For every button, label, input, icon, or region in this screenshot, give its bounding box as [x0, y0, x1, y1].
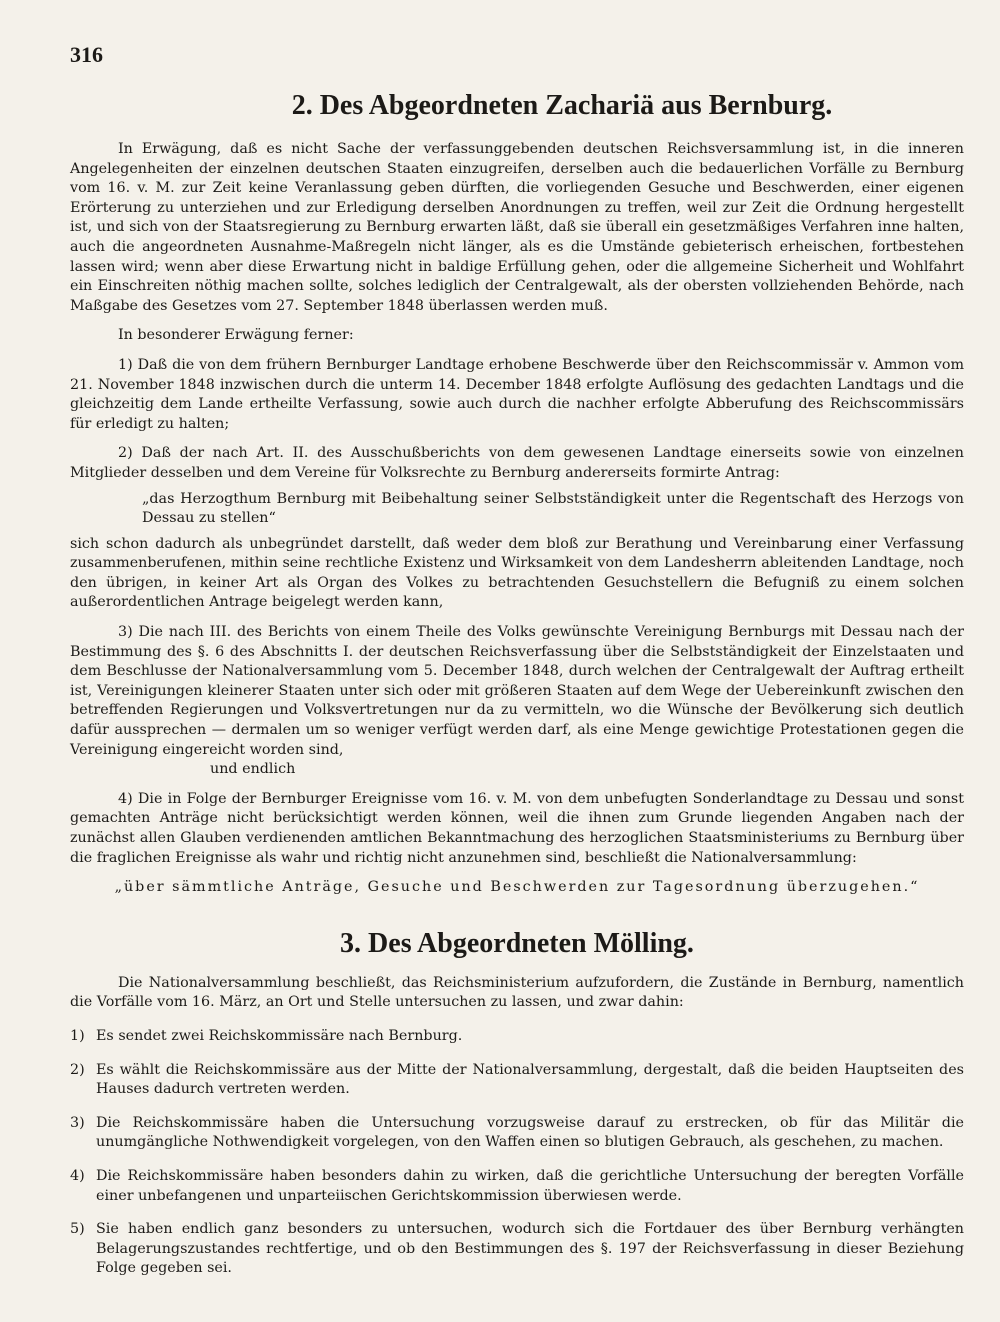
- list-item-text: Die Reichskommissäre haben die Untersuchung vorzugsweise darauf zu erstrecken, ob für das Militär die unumgängliche Nothwendigkeit vorgelegen, von den Waffen einen so blutigen Gebrauch, als geschehen, zu machen.: [96, 1114, 964, 1151]
- list-item-number: 4): [70, 1167, 85, 1184]
- list-item-number: 5): [70, 1221, 85, 1238]
- list-item-text: Es wählt die Reichskommissäre aus der Mitte der Nationalversammlung, dergestalt, daß die beiden Hauptseiten des Hauses dadurch vertreten werden.: [96, 1061, 964, 1098]
- list-item-number: 1): [70, 1027, 85, 1044]
- list-item: [70, 1027, 964, 1047]
- section-2-further: In besonderer Erwägung ferner:: [118, 327, 354, 344]
- list-item-number: 2): [70, 1061, 85, 1078]
- list-item: [70, 1114, 964, 1153]
- section-2-point-2: 2) Daß der nach Art. II. des Ausschußberichts von dem gewesenen Landtage einerseits sowie von einzelnen Mitglieder desselben und dem Vereine für Volksrechte zu Bernburg andererseits formirte Antrag:: [70, 445, 964, 481]
- section-2-body: [70, 140, 964, 898]
- list-item-text: Es sendet zwei Reichskommissäre nach Bernburg.: [96, 1027, 463, 1044]
- section-2-point-4: 4) Die in Folge der Bernburger Ereignisse vom 16. v. M. von dem unbefugten Sonderlandtage zu Dessau und sonst gemachten Anträge nicht berücksichtigt werden können, weil die ihnen zum Grunde liegenden Angaben nach der zunächst allen Glauben verdienenden amtlichen Bekanntmachung des herzoglichen Staatsministeriums zu Bernburg über die fraglichen Ereignisse als wahr und richtig nicht anzunehmen sind, beschließt die Nationalversammlung:: [70, 790, 964, 866]
- section-3-intro: Die Nationalversammlung beschließt, das Reichsministerium aufzufordern, die Zustände in Bernburg, namentlich die Vorfälle vom 16. März, an Ort und Stelle untersuchen zu lassen, und zwar dahin:: [70, 974, 964, 1011]
- list-item-number: 3): [70, 1114, 85, 1131]
- list-item-text: Sie haben endlich ganz besonders zu untersuchen, wodurch sich die Fortdauer des über Bernburg verhängten Belagerungszustandes rechtfertige, und ob den Bestimmungen des §. 197 der Reichsverfassung in dieser Beziehung Folge gegeben sei.: [96, 1221, 964, 1277]
- list-item: [70, 1061, 964, 1100]
- section-3-list: [70, 1027, 964, 1279]
- list-item-text: Die Reichskommissäre haben besonders dahin zu wirken, daß die gerichtliche Untersuchung der beregten Vorfälle einer unbefangenen und unparteiischen Gerichtskommission überwiesen werde.: [96, 1167, 964, 1204]
- page-number: 316: [70, 42, 103, 67]
- list-item: [70, 1220, 964, 1279]
- section-2-and-finally: und endlich: [210, 761, 296, 778]
- section-3-heading: 3. Des Abgeordneten Mölling.: [340, 927, 694, 959]
- section-2-intro: In Erwägung, daß es nicht Sache der verfassunggebenden deutschen Reichsversammlung ist, in die inneren Angelegenheiten der einzelnen deutschen Staaten einzugreifen, derselben auch die bedauerlichen Vorfälle zu Bernburg vom 16. v. M. zur Zeit keine Veranlassung geben dürften, die vorliegenden Gesuche und Beschwerden, einer eigenen Erörterung zu unterziehen und zur Erledigung derselben Anordnungen zu treffen, weil zur Zeit die Ordnung hergestellt ist, und sich von der Staatsregierung zu Bernburg erwarten läßt, daß sie überall ein gesetzmäßiges Verfahren inne halten, auch die angeordneten Ausnahme-Maßregeln nicht länger, als es die Umstände gebieterisch erheischen, fortbestehen lassen wird; wenn aber diese Erwartung nicht in baldige Erfüllung gehen, oder die allgemeine Sicherheit und Wohlfahrt ein Einschreiten nöthig machen sollte, solches lediglich der Centralgewalt, als der obersten vollziehenden Behörde, nach Maßgabe des Gesetzes vom 27. September 1848 überlassen werden muß.: [70, 141, 964, 314]
- list-item: [70, 1167, 964, 1206]
- section-2-resolution: „über sämmtliche Anträge, Gesuche und Beschwerden zur Tagesordnung überzugehen.“: [114, 879, 920, 896]
- section-2-point-3: 3) Die nach III. des Berichts von einem Theile des Volks gewünschte Vereinigung Bernburgs mit Dessau nach der Bestimmung des §. 6 des Abschnitts I. der deutschen Reichsverfassung über die Selbstständigkeit der Einzelstaaten und dem Beschlusse der Nationalversammlung vom 5. December 1848, durch welchen der Centralgewalt der Auftrag ertheilt ist, Vereinigungen kleinerer Staaten unter sich oder mit größeren Staaten auf dem Wege der Uebereinkunft zwischen den betreffenden Regierungen und Volksvertretungen nur da zu vermitteln, wo die Wünsche der Bevölkerung sich deutlich dafür aussprechen — dermalen um so weniger verfügt werden darf, als eine Menge gewichtige Protestationen gegen die Vereinigung eingereicht worden sind,: [70, 624, 964, 758]
- section-2-point-1: 1) Daß die von dem frühern Bernburger Landtage erhobene Beschwerde über den Reichscommissär v. Ammon vom 21. November 1848 inzwischen durch die unterm 14. December 1848 erfolgte Auflösung des gedachten Landtags und die gleichzeitig dem Lande ertheilte Verfassung, sowie auch durch die nachher erfolgte Abberufung des Reichscommissärs für erledigt zu halten;: [70, 356, 964, 432]
- section-2-quote: „das Herzogthum Bernburg mit Beibehaltung seiner Selbstständigkeit unter die Regentschaft des Herzogs von Dessau zu stellen“: [142, 490, 964, 527]
- section-2-point-2-continued: sich schon dadurch als unbegründet darstellt, daß weder dem bloß zur Berathung und Vereinbarung einer Verfassung zusammenberufenen, mithin seine rechtliche Existenz und Wirksamkeit von dem Landesherrn ableitenden Landtage, noch den übrigen, in keiner Art als Organ des Volkes zu betrachtenden Gesuchstellern die Befugniß zu einem solchen außerordentlichen Antrage beigelegt werden kann,: [70, 535, 964, 611]
- section-3-body: [70, 974, 964, 1279]
- section-2-heading: 2. Des Abgeordneten Zachariä aus Bernburg.: [291, 90, 833, 121]
